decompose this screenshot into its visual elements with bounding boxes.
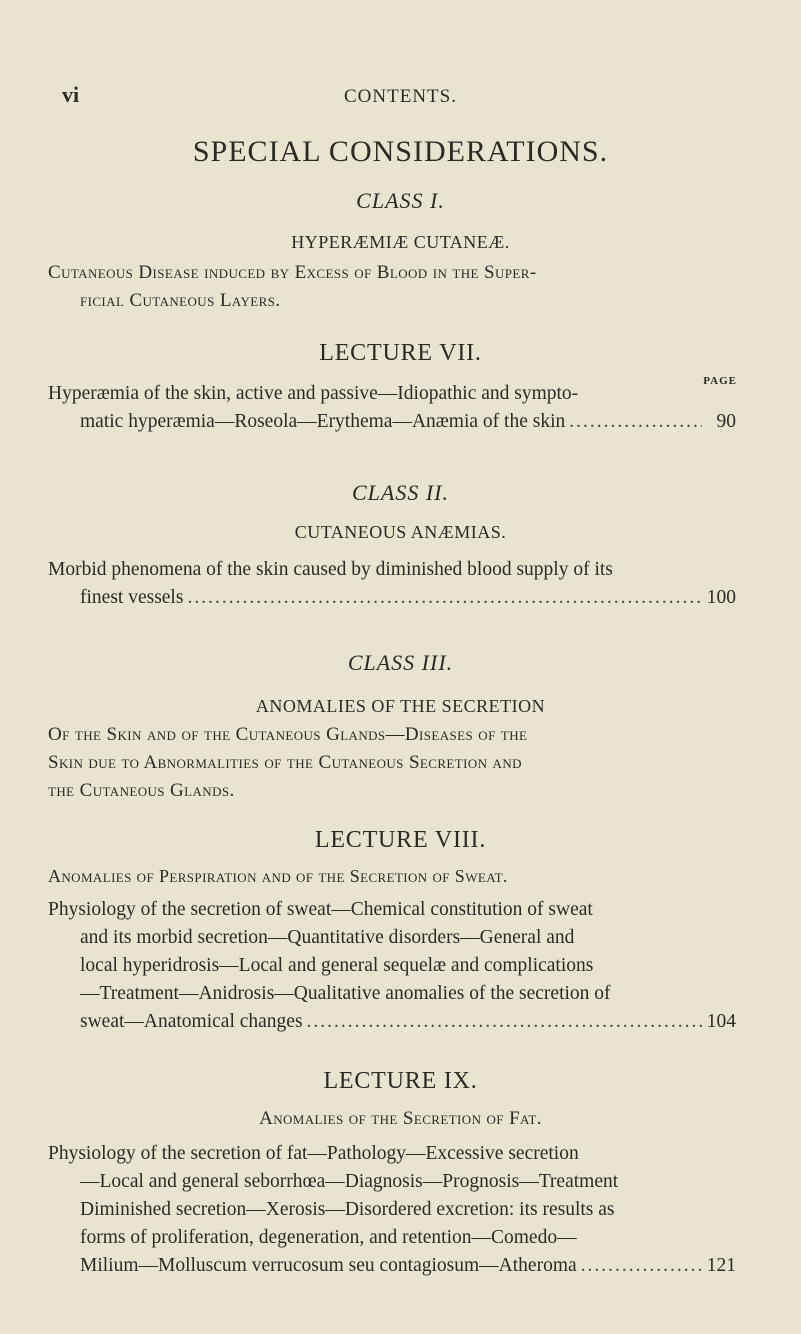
dot-leader [307, 1008, 702, 1036]
class-1-subheading: HYPERÆMIÆ CUTANEÆ. [291, 232, 510, 252]
class-3-desc-line-2: Skin due to Abnormalities of the Cutaneous Secretion and [48, 752, 522, 773]
lecture-8-entry-line-2: and its morbid secretion—Quantitative disorders—General and [80, 927, 575, 948]
lecture-9-entry-line-5 [80, 1252, 736, 1280]
entry-page-number: 100 [706, 587, 736, 608]
class-2-heading: CLASS II. [352, 480, 449, 505]
lecture-8-subtitle: Anomalies of Perspiration and of the Secretion of Sweat. [48, 866, 508, 886]
lecture-7-entry-line-2 [80, 408, 736, 436]
lecture-8-entry-line-3: local hyperidrosis—Local and general sequelæ and complications [80, 955, 594, 976]
entry-text: sweat—Anatomical changes [80, 1011, 303, 1032]
dot-leader [187, 584, 702, 612]
entry-text: matic hyperæmia—Roseola—Erythema—Anæmia of the skin [80, 411, 566, 432]
class-1-heading: CLASS I. [356, 188, 445, 213]
class-3-heading: CLASS III. [347, 650, 454, 675]
lecture-9-entry-line-3: Diminished secretion—Xerosis—Disordered excretion: its results as [80, 1199, 615, 1220]
page-number: vi [62, 82, 80, 107]
class-2-entry-line-1: Morbid phenomena of the skin caused by diminished blood supply of its [48, 559, 613, 580]
lecture-9-entry-line-4: forms of proliferation, degeneration, and retention—Comedo— [80, 1227, 577, 1248]
entry-text: Milium—Molluscum verrucosum seu contagiosum—Atheroma [80, 1255, 577, 1276]
entry-page-number: 121 [706, 1255, 736, 1276]
lecture-9-entry-line-2: —Local and general seborrhœa—Diagnosis—Prognosis—Treatment [80, 1171, 619, 1192]
lecture-9-subtitle: Anomalies of the Secretion of Fat. [259, 1108, 542, 1129]
page-column-label: PAGE [703, 375, 737, 387]
lecture-9-entry-line-1: Physiology of the secretion of fat—Pathology—Excessive secretion [48, 1143, 579, 1164]
lecture-8-entry-line-1: Physiology of the secretion of sweat—Chemical constitution of sweat [48, 899, 593, 920]
class-1-desc-line-1: Cutaneous Disease induced by Excess of Blood in the Super- [48, 262, 537, 283]
class-1-desc-line-2: ficial Cutaneous Layers. [80, 290, 281, 311]
dot-leader [581, 1252, 702, 1280]
class-3-desc-line-3: the Cutaneous Glands. [48, 780, 235, 801]
page-title: SPECIAL CONSIDERATIONS. [192, 135, 609, 168]
class-2-subheading: CUTANEOUS ANÆMIAS. [294, 522, 507, 542]
lecture-8-heading: LECTURE VIII. [314, 827, 487, 853]
lecture-7-entry-line-1: Hyperæmia of the skin, active and passive—Idiopathic and sympto- [48, 383, 579, 404]
entry-page-number: 90 [716, 411, 736, 432]
entry-page-number: 104 [706, 1011, 736, 1032]
class-3-subheading: ANOMALIES OF THE SECRETION [255, 696, 546, 716]
lecture-8-entry-line-5 [80, 1008, 736, 1036]
dot-leader [569, 408, 702, 436]
lecture-9-heading: LECTURE IX. [323, 1068, 478, 1094]
class-2-entry-line-2 [80, 584, 736, 612]
class-3-desc-line-1: Of the Skin and of the Cutaneous Glands—Diseases of the [48, 724, 528, 745]
lecture-8-entry-line-4: —Treatment—Anidrosis—Qualitative anomalies of the secretion of [80, 983, 611, 1004]
lecture-7-heading: LECTURE VII. [319, 340, 482, 366]
running-title: CONTENTS. [344, 86, 457, 107]
entry-text: finest vessels [80, 587, 184, 608]
